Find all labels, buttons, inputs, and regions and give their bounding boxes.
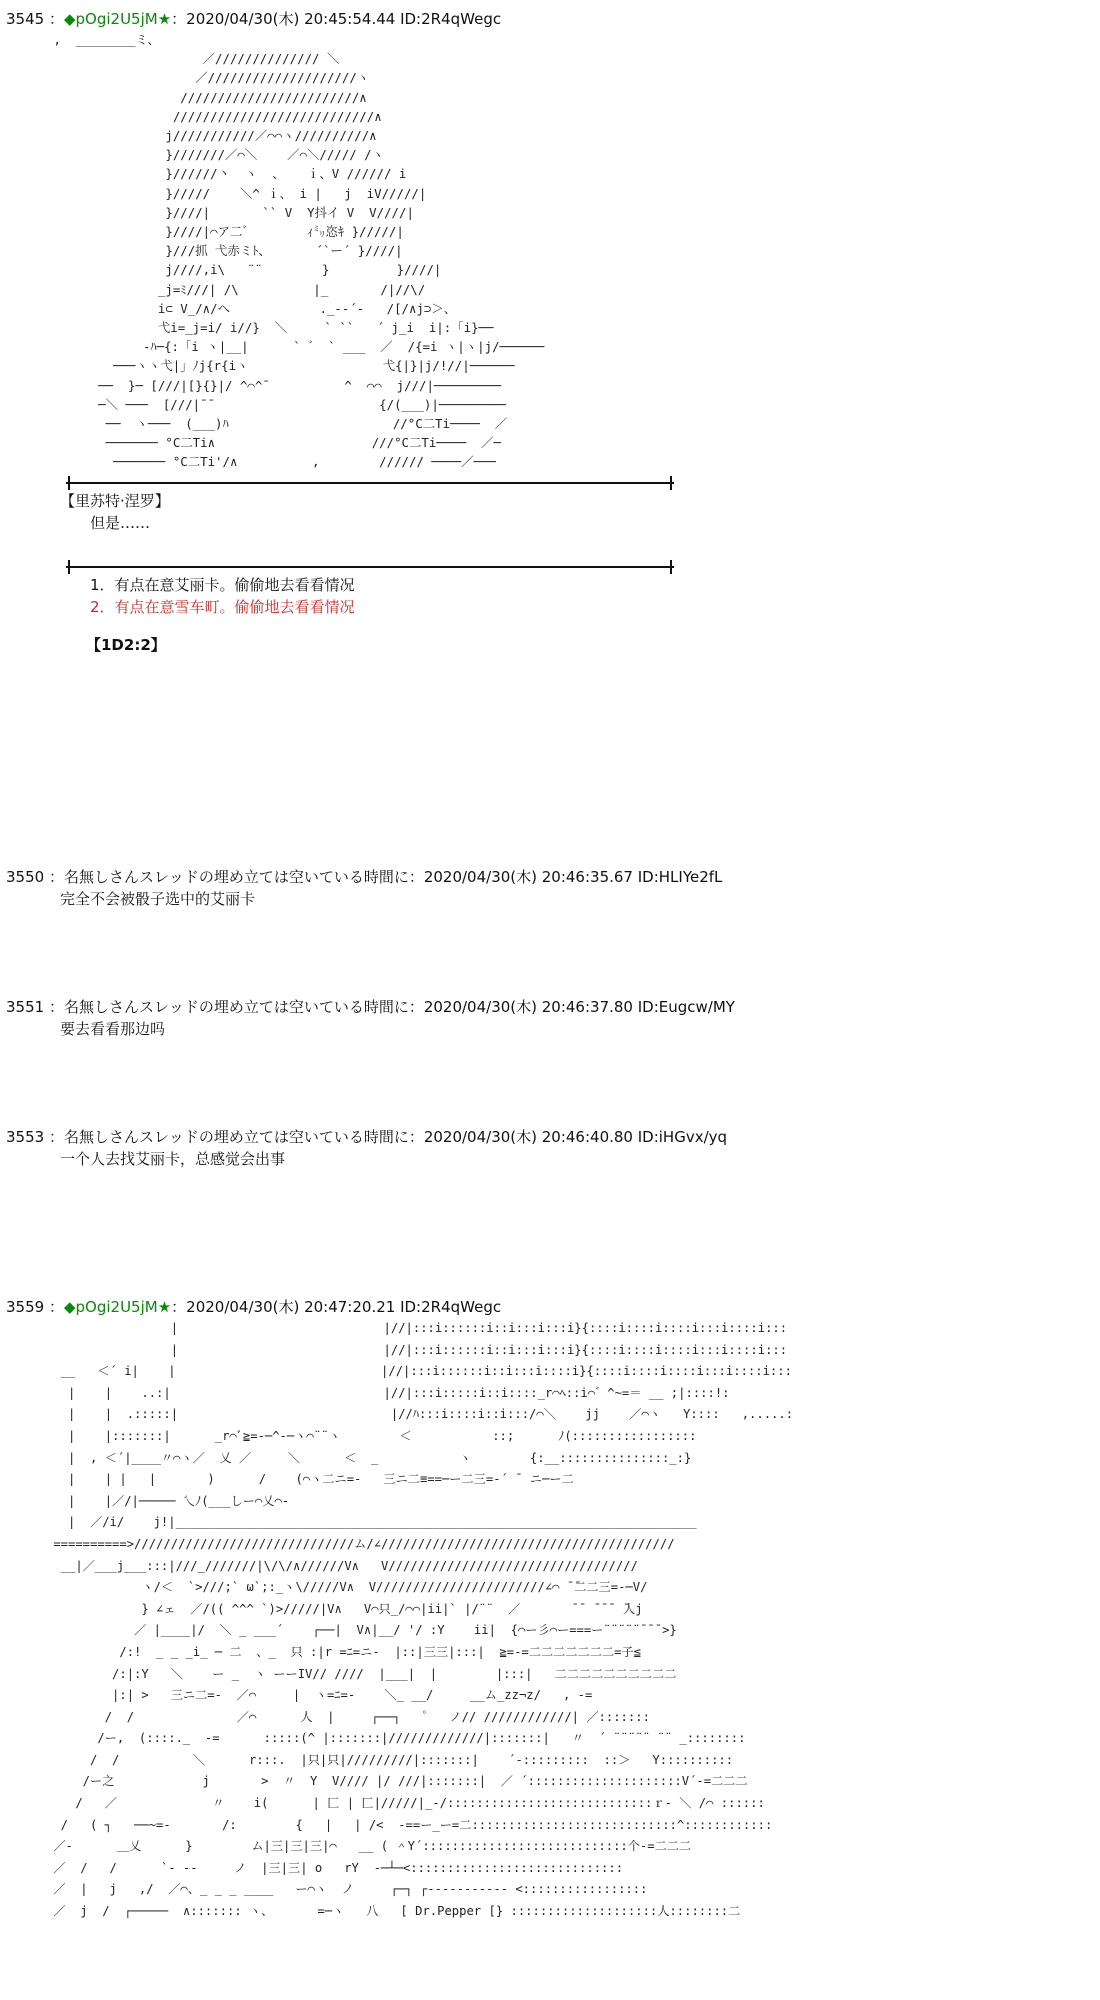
post-header [6,866,722,888]
post-number[interactable]: 3545 [6,10,45,28]
post-3559 [6,1296,793,1923]
post-header: 3559 ：◆pOgi2U5jM★：2020/04/30(木) 20:47:20.21 ID:2R4qWegc [6,1298,502,1316]
post-header: 3545 ：◆pOgi2U5jM★：2020/04/30(木) 20:45:54.44 ID:2R4qWegc [6,10,502,28]
post-3551 [6,996,735,1040]
star-icon: ★ [157,1298,172,1316]
divider [60,560,680,574]
poster-trip: ◆pOgi2U5jM [63,1298,158,1316]
speaker-name: 【里苏特·涅罗】 [60,491,170,510]
option-1: 1．有点在意艾丽卡。偷偷地去看看情况 [90,575,355,594]
post-body: 完全不会被骰子选中的艾丽卡 [60,890,256,908]
post-meta: ：名無しさんスレッドの埋め立ては空いている時間に：2020/04/30(木) 20:46:40.80 ID:iHGvx/yq [48,1128,728,1146]
post-number[interactable]: 3551 [6,998,45,1016]
ascii-art: | |//|:::i::::::i::i:::i:::i}{::::i::::i::::i:::i::::i::: | |//|:::i::::::i::i:::i:::i}{::::i::::i::::i:::i::::i::: __ ＜´ i| | |//|:::i::::::i::i:::i::::i}{::::i::::i::::i:::i::::i::: | | ..:| |//|:::i:::::i::i::::_r⌒ﾍ::i⌒゛^~=＝ __ ;|::::!: | | .:::::| |//ﾊ:::i::::i::i:::/⌒＼ jj ／⌒ヽ Y:::: ,.....: | |:::::::| _r⌒ﾞ≧=-─^-─ヽ⌒¨¨ヽ ＜ ::; ﾉ(::::::::::::::::: | , ＜´|____〃⌒ヽ／ 乂 ／ ＼ ＜ _ ヽ {:__:::::::::::::::_:} | | | | ) / (⌒ヽ二ニ=- 三ニ二≡==─ー二三=-´ ̄ ニ─ー二 | |／/|───── 乀ﾉ(___しー⌒乂⌒- | ／/i/ j!|_______________________________________________________________________ ==========>//////////////////////////////ム/∠//////////////////////////////////////// __|／___j___:::|///_///////|\/\/∧//////V∧ V////////////////////////////////// ヽ/＜ `>///;` ω`;:_ヽ\/////V∧ V///////////////////////∠⌒ ̄ ̄二二三=-─V/ } ∠ェ ／/(( ^^^ `)>/////|V∧ V⌒只_/⌒⌒|ii|` |/¨¨ ／ ̄ ̄ ̄ ̄ ̄ ̄人j ／ |____|/ ＼ _ ___´ ┌──| V∧|__/ '/ :Y ii| {⌒ー彡⌒ー===ー¨¨¨¨¨¯¯¯>} /:! _ _ _i_ ─ 二 、_ 只 :|r =ﾆ=ニ- |::|三三|:::| ≧=-=二二二二二二二=子≦ /:|:Y ＼ ー _ ヽ ーーIV// //// |___| | |:::| 二二二二二二二二二二 |:| > 三ニ二=- ／⌒ | ヽ=ﾆ=- ＼_ __/ __ム_zz¬z/ , -= / / ／⌒ 人 | ┌──┐ ゜ ノ// ////////////| ／::::::: /ー, (::::._ -= :::::(^ |:::::::|/////////////|:::::::| 〃 ´ ¨¨¨¨¨ ¨¨ _:::::::: / / ＼ r:::. |只|只|/////////|:::::::| ´-::::::::: ::＞ Y:::::::::: /ー之 j > 〃 Y V//// |/ ///|:::::::| ／ ´:::::::::::::::::::::V´-=二二二 / ／ 〃 i( | 匚 | 匚|/////|_-/::::::::::::::::::::::::::::ｒ‐ ＼ /⌒ :::::: / ( ┐ ──~=- /: { | | /< -==ー_ー=二::::::::::::::::::::::::::::^:::::::::::: ／- ＿乂 } ム|三|三|三|⌒ __ ( ＾Y´::::::::::::::::::::::::::::个-=二二二 ／ / / `- -- ノ |三|三| o rY ‐─┴─<::::::::::::::::::::::::::::: ／ | j ,/ ／⌒、_ _ _ ____ ー⌒ヽ ノ ┌─┐ ┌‐‐‐‐‐‐‐‐‐‐‐ <::::::::::::::::: ／ j / ┌───── ∧::::::: ヽ、 =─ヽ 八 [ Dr.Pepper [} ::::::::::::::::::::人::::::::二 [53,1321,794,1919]
ascii-art: , ________ミ、 ／////////////// ＼ ／////////////////////ヽ ////////////////////////∧ ///////////////////////////∧ j///////////／⌒⌒ヽ//////////∧ }///////／⌒＼ ／⌒＼///// /ヽ }//////丶 ヽ 、 ｉ、V ////// i }///// ＼^ ｉ、 i | j iV/////| }////| `` V Y抖イ V V////| }////|⌒ア二゛ ｨ㍉恣ｷ }/////| }///抓 弋赤ミﾄ、 ´`ー´ }////| j////,i\ ¨¨ } }////| _j=ﾐ///| /\ |_ /|//\/ i⊂ V_/∧/へ ._--´- /[/∧j⊃＞、 弋i=_j=i/ i//} ＼ ` `` ´ j_i i|:「i}── -ﾊ─{:「i ヽ|__| ` ゛ ` ___ ／ /{=i ヽ|ヽ|j/────── ───ヽヽ弋|」ﾉj{r{iヽ 弋{|}|j/!//|────── ── }─ [///|[}{}|/ ^⌒^¯ ^ ⌒⌒ j///|───────── ─＼ ─── [///|¯¯ {/(___)|───────── ── ヽ─── (___)ﾊ //°C二Ti──── ／ ─────── °C二Ti∧ ///°C二Ti──── ／─ ─────── °C二Ti'/∧ , ////// ────／─── [53,32,545,470]
dialogue-line: 但是…… [90,513,151,532]
post-number[interactable]: 3550 [6,868,45,886]
option-2: 2．有点在意雪车町。偷偷地去看看情况 [90,597,355,616]
post-meta: ：2020/04/30(木) 20:45:54.44 ID:2R4qWegc [171,10,502,28]
post-3545 [6,8,680,656]
post-meta: ：名無しさんスレッドの埋め立ては空いている時間に：2020/04/30(木) 20:46:37.80 ID:Eugcw/MY [48,998,735,1016]
post-number[interactable]: 3553 [6,1128,45,1146]
star-icon: ★ [157,10,172,28]
post-meta: ：2020/04/30(木) 20:47:20.21 ID:2R4qWegc [171,1298,502,1316]
divider [60,476,680,490]
post-3550 [6,866,722,910]
post-3553 [6,1126,727,1170]
post-body: 一个人去找艾丽卡，总感觉会出事 [60,1150,286,1168]
post-meta: ：名無しさんスレッドの埋め立ては空いている時間に：2020/04/30(木) 20:46:35.67 ID:HLIYe2fL [48,868,723,886]
post-body: 要去看看那边吗 [60,1020,166,1038]
post-number[interactable]: 3559 [6,1298,45,1316]
poster-trip: ◆pOgi2U5jM [63,10,158,28]
post-header [6,996,735,1018]
post-header [6,1126,727,1148]
dice-result: 【1D2:2】 [86,635,166,654]
